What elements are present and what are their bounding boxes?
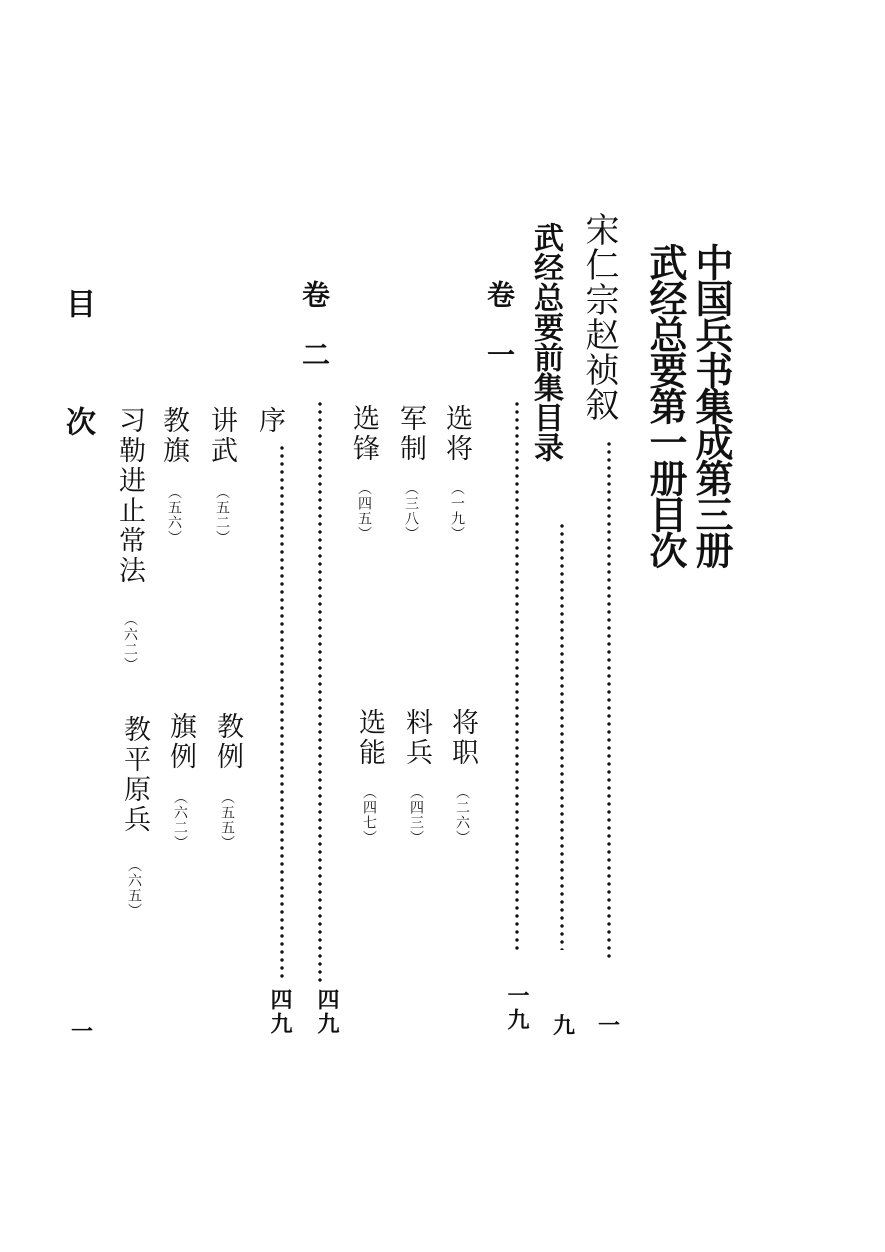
juan1-label: 卷一 bbox=[483, 280, 516, 400]
juan2-preface-page: 四九 bbox=[267, 988, 292, 1036]
juan2-item-5: 习勒进止常法 bbox=[114, 406, 145, 586]
juan1-item-3-page: （三八） bbox=[403, 481, 419, 541]
juan2-item-4: 旗例 bbox=[165, 712, 196, 772]
juan2-preface-leader bbox=[280, 444, 284, 982]
preface-page: 一 bbox=[598, 1014, 621, 1039]
juan2-item-2: 教例 bbox=[212, 712, 243, 772]
juan2-item-1-page: （五二） bbox=[214, 485, 230, 545]
juan1-item-6: 选能 bbox=[354, 708, 385, 768]
juan2-label: 卷二 bbox=[298, 280, 331, 400]
juan1-item-5: 选锋 bbox=[348, 404, 379, 464]
juan1-item-1: 选将 bbox=[441, 404, 472, 464]
toc-heading: 目次 bbox=[60, 288, 95, 524]
juan2-item-6-page: （六五） bbox=[126, 858, 142, 918]
preface-entry: 宋仁宗赵祯叙 bbox=[579, 212, 619, 422]
preface-leader bbox=[607, 440, 611, 962]
volume-title: 武经总要第一册目次 bbox=[643, 243, 687, 567]
juan2-item-1: 讲武 bbox=[206, 406, 237, 466]
series-title: 中国兵书集成第三册 bbox=[689, 243, 733, 567]
juan2-item-3-page: （五六） bbox=[166, 485, 182, 545]
juan1-item-4-page: （四三） bbox=[408, 785, 424, 845]
juan2-item-3: 教旗 bbox=[158, 406, 189, 466]
juan2-preface: 序 bbox=[254, 406, 285, 436]
juan2-item-5-page: （六二） bbox=[122, 612, 138, 672]
juan2-item-6: 教平原兵 bbox=[119, 715, 150, 835]
juan1-item-3: 军制 bbox=[395, 404, 426, 464]
juan1-item-1-page: （一九） bbox=[449, 481, 465, 541]
juan2-leader bbox=[318, 400, 322, 982]
page-number: 一 bbox=[71, 1020, 94, 1045]
juan2-page: 四九 bbox=[314, 988, 339, 1036]
juan1-item-2: 将职 bbox=[447, 708, 478, 768]
front-collection-title: 武经总要前集目录 bbox=[528, 222, 563, 462]
juan1-page: 一九 bbox=[504, 984, 529, 1032]
juan2-item-4-page: （六二） bbox=[172, 790, 188, 850]
juan1-item-5-page: （四五） bbox=[356, 481, 372, 541]
juan1-item-6-page: （四七） bbox=[361, 785, 377, 845]
juan1-item-4: 料兵 bbox=[401, 708, 432, 768]
front-collection-leader bbox=[560, 522, 564, 950]
juan1-item-2-page: （二六） bbox=[454, 785, 470, 845]
juan2-item-2-page: （五五） bbox=[219, 790, 235, 850]
front-collection-page: 九 bbox=[553, 1014, 576, 1039]
juan1-leader bbox=[515, 400, 519, 950]
